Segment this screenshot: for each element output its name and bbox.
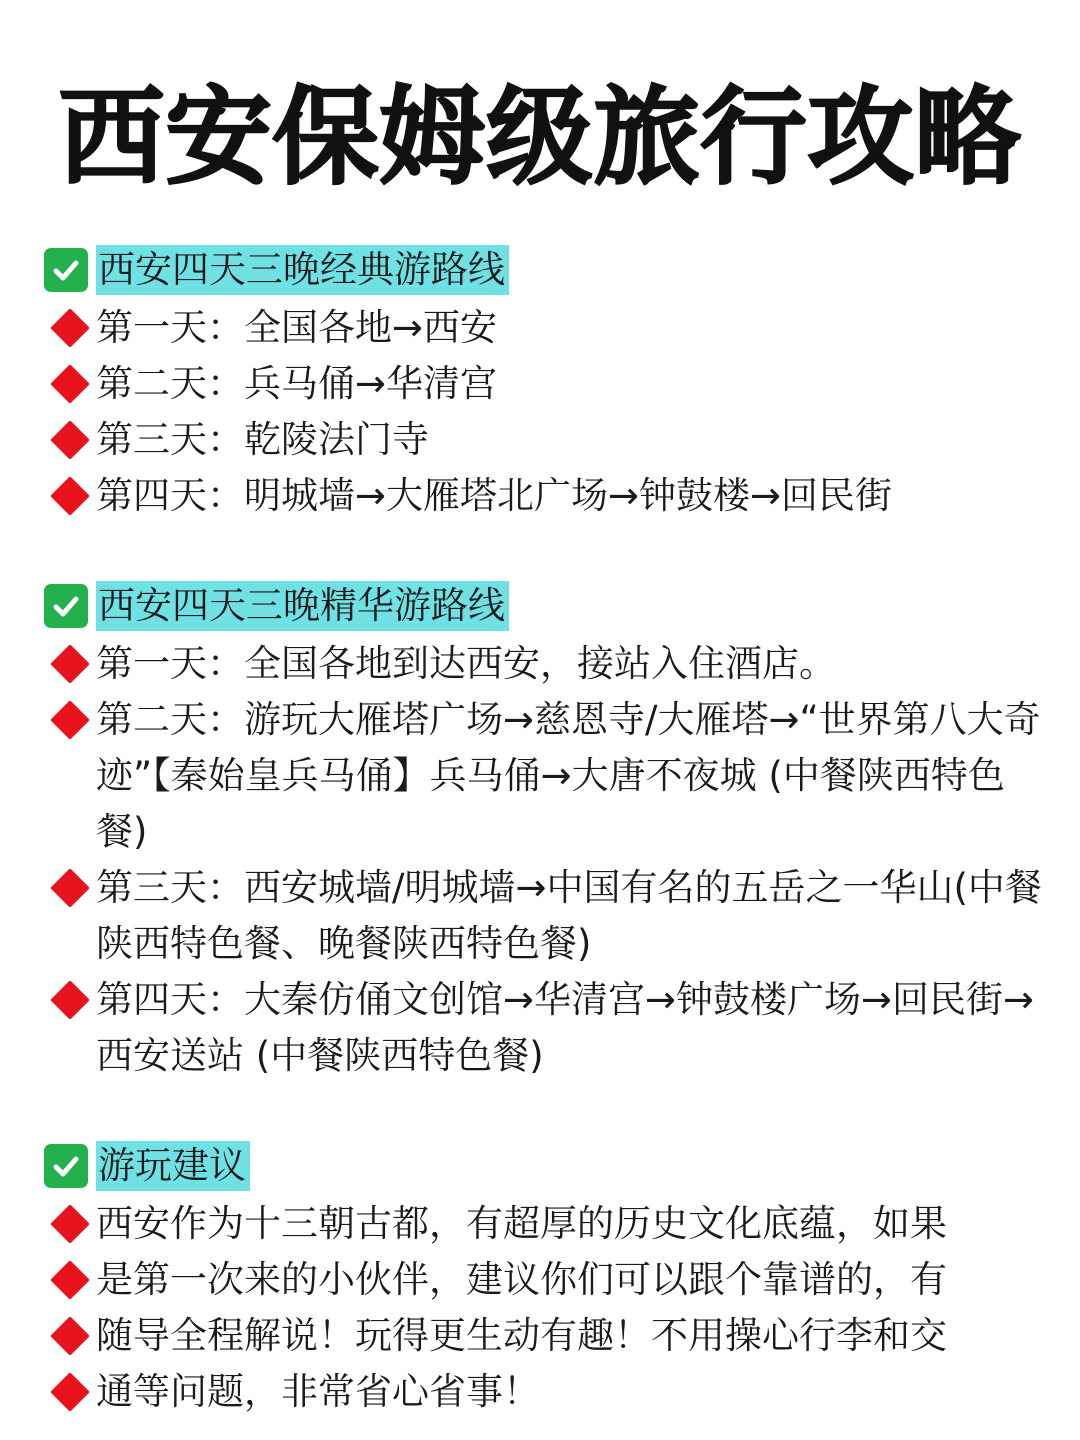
list-item [44,636,1044,692]
list-item [44,1308,1044,1364]
list-item [44,1196,1044,1252]
list-item-text: 是第一次来的小伙伴，建议你们可以跟个靠谱的，有 [96,1258,947,1301]
check-mark-icon [44,248,88,292]
section-heading: 西安四天三晚经典游路线 [96,245,509,295]
list-item-text: 第一天：全国各地→西安 [96,306,498,349]
check-mark-icon [44,1144,88,1188]
section-essence-route [44,580,1044,1084]
red-diamond-icon [44,1364,96,1420]
section-header [44,1140,1044,1192]
red-diamond-icon [44,636,96,692]
list-item [44,1364,1044,1420]
red-diamond-icon [44,300,96,356]
section-heading: 西安四天三晚精华游路线 [96,581,509,631]
list-item [44,300,1044,356]
list-item-text: 第一天：全国各地到达西安，接站入住酒店。 [96,642,836,685]
list-item-text: 第三天：乾陵法门寺 [96,418,429,461]
list-item [44,972,1044,1084]
list-item [44,692,1044,860]
section-header [44,244,1044,296]
list-item-text: 第二天：兵马俑→华清宫 [96,362,498,405]
list-item-text: 第二天：游玩大雁塔广场→慈恩寺/大雁塔→“世界第八大奇迹”【秦始皇兵马俑】兵马俑→大唐不夜城 (中餐陕西特色餐) [96,698,1041,853]
red-diamond-icon [44,692,96,748]
red-diamond-icon [44,468,96,524]
red-diamond-icon [44,1196,96,1252]
red-diamond-icon [44,860,96,916]
list-item [44,468,1044,524]
section-tips [44,1140,1044,1420]
check-mark-icon [44,584,88,628]
list-item [44,1252,1044,1308]
red-diamond-icon [44,972,96,1028]
list-item-text: 通等问题，非常省心省事！ [96,1370,540,1413]
list-item-text: 第四天：大秦仿俑文创馆→华清宫→钟鼓楼广场→回民街→西安送站 (中餐陕西特色餐) [96,978,1035,1077]
list-item [44,412,1044,468]
list-item-text: 随导全程解说！玩得更生动有趣！不用操心行李和交 [96,1314,947,1357]
red-diamond-icon [44,1308,96,1364]
section-header [44,580,1044,632]
section-heading: 游玩建议 [96,1141,250,1191]
list-item [44,860,1044,972]
section-classic-route [44,244,1044,524]
list-item-text: 第三天：西安城墙/明城墙→中国有名的五岳之一华山(中餐陕西特色餐、晚餐陕西特色餐) [96,866,1042,965]
list-item-text: 西安作为十三朝古都，有超厚的历史文化底蕴，如果 [96,1202,947,1245]
list-item-text: 第四天：明城墙→大雁塔北广场→钟鼓楼→回民街 [96,474,893,517]
red-diamond-icon [44,1252,96,1308]
red-diamond-icon [44,412,96,468]
red-diamond-icon [44,356,96,412]
list-item [44,356,1044,412]
page-title: 西安保姆级旅行攻略 [58,76,1022,199]
